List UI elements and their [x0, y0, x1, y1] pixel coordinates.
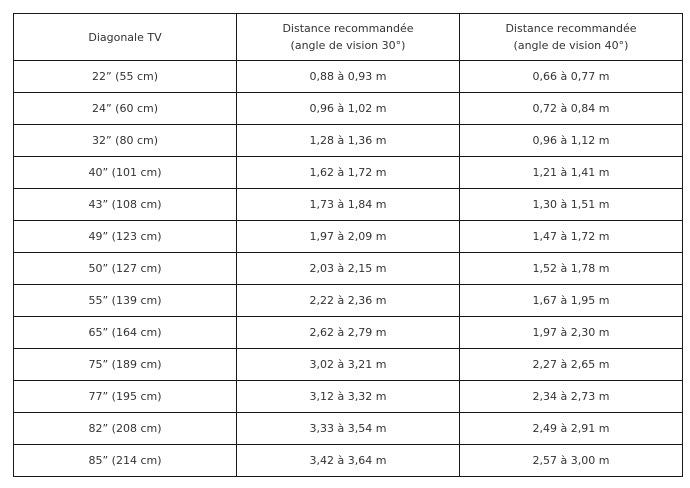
table-row: [14, 125, 683, 157]
cell-distance-30: 1,62 à 1,72 m: [237, 157, 460, 189]
cell-diagonale: 82” (208 cm): [14, 413, 237, 445]
cell-distance-30: 0,96 à 1,02 m: [237, 93, 460, 125]
cell-distance-30: 3,42 à 3,64 m: [237, 445, 460, 477]
cell-distance-40: 1,97 à 2,30 m: [460, 317, 683, 349]
cell-distance-30: 1,73 à 1,84 m: [237, 189, 460, 221]
cell-distance-40: 0,66 à 0,77 m: [460, 61, 683, 93]
header-line: (angle de vision 30°): [290, 39, 406, 52]
table-row: [14, 349, 683, 381]
table-row: [14, 189, 683, 221]
tv-distance-table-container: [13, 13, 682, 477]
cell-distance-40: 1,67 à 1,95 m: [460, 285, 683, 317]
table-row: [14, 253, 683, 285]
table-row: [14, 221, 683, 253]
header-distance-40: [460, 14, 683, 61]
cell-distance-40: 2,34 à 2,73 m: [460, 381, 683, 413]
cut-off-caption: [13, 476, 483, 488]
cell-diagonale: 77” (195 cm): [14, 381, 237, 413]
cell-distance-30: 2,62 à 2,79 m: [237, 317, 460, 349]
cell-diagonale: 24” (60 cm): [14, 93, 237, 125]
header-diagonale: [14, 14, 237, 61]
table-row: [14, 61, 683, 93]
table-body: [14, 61, 683, 477]
header-line: Distance recommandée: [282, 22, 414, 35]
cell-distance-40: 1,30 à 1,51 m: [460, 189, 683, 221]
table-header-row: [14, 14, 683, 61]
cell-diagonale: 65” (164 cm): [14, 317, 237, 349]
cell-distance-30: 2,03 à 2,15 m: [237, 253, 460, 285]
cell-diagonale: 40” (101 cm): [14, 157, 237, 189]
cell-diagonale: 49” (123 cm): [14, 221, 237, 253]
cell-diagonale: 85” (214 cm): [14, 445, 237, 477]
cell-diagonale: 43” (108 cm): [14, 189, 237, 221]
cell-diagonale: 22” (55 cm): [14, 61, 237, 93]
table-row: [14, 285, 683, 317]
tv-distance-table: [13, 13, 683, 477]
cell-distance-30: 0,88 à 0,93 m: [237, 61, 460, 93]
cell-distance-30: 1,97 à 2,09 m: [237, 221, 460, 253]
table-row: [14, 93, 683, 125]
cell-distance-30: 3,33 à 3,54 m: [237, 413, 460, 445]
header-line: Diagonale TV: [88, 30, 162, 44]
table-row: [14, 381, 683, 413]
cell-distance-40: 1,47 à 1,72 m: [460, 221, 683, 253]
cell-distance-40: 0,96 à 1,12 m: [460, 125, 683, 157]
cell-distance-40: 1,52 à 1,78 m: [460, 253, 683, 285]
table-row: [14, 317, 683, 349]
cell-diagonale: 50” (127 cm): [14, 253, 237, 285]
cut-off-caption-text: [13, 476, 483, 488]
cell-distance-30: 1,28 à 1,36 m: [237, 125, 460, 157]
table-row: [14, 157, 683, 189]
table-row: [14, 445, 683, 477]
cell-distance-40: 1,21 à 1,41 m: [460, 157, 683, 189]
cell-distance-40: 2,49 à 2,91 m: [460, 413, 683, 445]
cell-distance-40: 2,57 à 3,00 m: [460, 445, 683, 477]
cell-distance-30: 2,22 à 2,36 m: [237, 285, 460, 317]
cell-distance-40: 2,27 à 2,65 m: [460, 349, 683, 381]
cell-distance-30: 3,12 à 3,32 m: [237, 381, 460, 413]
header-distance-30: [237, 14, 460, 61]
cell-diagonale: 55” (139 cm): [14, 285, 237, 317]
header-line: (angle de vision 40°): [513, 39, 629, 52]
cell-distance-30: 3,02 à 3,21 m: [237, 349, 460, 381]
cell-diagonale: 32” (80 cm): [14, 125, 237, 157]
table-row: [14, 413, 683, 445]
header-line: Distance recommandée: [505, 22, 637, 35]
cell-distance-40: 0,72 à 0,84 m: [460, 93, 683, 125]
cell-diagonale: 75” (189 cm): [14, 349, 237, 381]
